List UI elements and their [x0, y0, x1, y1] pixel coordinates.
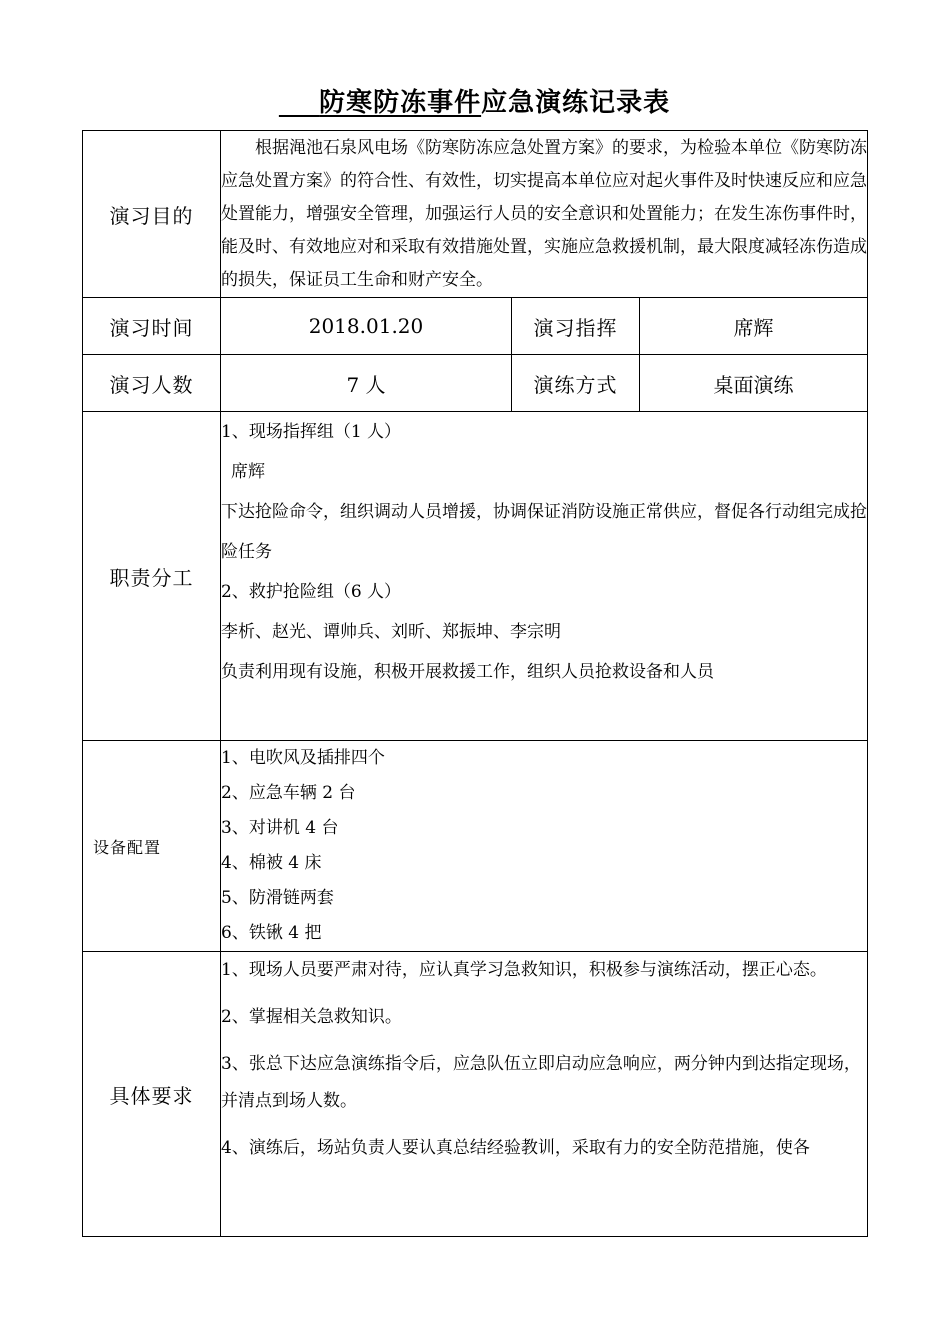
duty-line: 下达抢险命令，组织调动人员增援，协调保证消防设施正常供应，督促各行动组完成抢险任务	[221, 502, 867, 562]
equipment-item: 3、对讲机 4 台	[221, 818, 339, 838]
requirements-label: 具体要求	[83, 952, 221, 1237]
row-people	[83, 355, 868, 412]
requirement-item: 4、演练后，场站负责人要认真总结经验教训，采取有力的安全防范措施，使各	[221, 1138, 810, 1158]
row-duty	[83, 412, 868, 741]
title-rest: 应急演练记录表	[481, 88, 671, 118]
requirement-item: 1、现场人员要严肃对待，应认真学习急救知识，积极参与演练活动，摆正心态。	[221, 960, 827, 980]
duty-line: 2、救护抢险组（6 人）	[221, 582, 402, 602]
equipment-item: 5、防滑链两套	[221, 888, 334, 908]
commander-label: 演习指挥	[512, 298, 640, 355]
duty-cell	[221, 412, 868, 741]
duty-label: 职责分工	[83, 412, 221, 741]
equipment-item: 4、棉被 4 床	[221, 853, 322, 873]
method-value: 桌面演练	[640, 355, 868, 412]
equipment-label: 设备配置	[83, 741, 221, 952]
equipment-item: 1、电吹风及插排四个	[221, 748, 385, 768]
time-value: 2018.01.20	[221, 298, 512, 355]
people-value: 7 人	[221, 355, 512, 412]
requirement-item: 3、张总下达应急演练指令后，应急队伍立即启动应急响应，两分钟内到达指定现场，并清点到场人数。	[221, 1054, 861, 1111]
purpose-text: 根据渑池石泉风电场《防寒防冻应急处置方案》的要求，为检验本单位《防寒防冻应急处置方案》的符合性、有效性，切实提高本单位应对起火事件及时快速反应和应急处置能力，增强安全管理，加强运行人员的安全意识和处置能力；在发生冻伤事件时，能及时、有效地应对和采取有效措施处置，实施应急救援机制，最大限度减轻冻伤造成的损失，保证员工生命和财产安全。	[221, 137, 868, 290]
title-underlined-part: 防寒防冻事件	[319, 88, 482, 118]
row-equipment	[83, 741, 868, 952]
row-time	[83, 298, 868, 355]
duty-line: 负责利用现有设施，积极开展救援工作，组织人员抢救设备和人员	[221, 662, 714, 682]
equipment-cell	[221, 741, 868, 952]
requirement-item: 2、掌握相关急救知识。	[221, 1007, 402, 1027]
drill-record-table	[82, 130, 868, 1237]
duty-line: 席辉	[231, 462, 265, 482]
duty-line: 李析、赵光、谭帅兵、刘昕、郑振坤、李宗明	[221, 622, 561, 642]
equipment-item: 2、应急车辆 2 台	[221, 783, 356, 803]
purpose-cell	[221, 131, 868, 298]
page-title	[82, 86, 867, 120]
time-label: 演习时间	[83, 298, 221, 355]
purpose-label: 演习目的	[83, 131, 221, 298]
title-underline-pad	[279, 88, 319, 118]
duty-line: 1、现场指挥组（1 人）	[221, 422, 402, 442]
row-requirements	[83, 952, 868, 1237]
people-label: 演习人数	[83, 355, 221, 412]
method-label: 演练方式	[512, 355, 640, 412]
commander-value: 席辉	[640, 298, 868, 355]
row-purpose	[83, 131, 868, 298]
equipment-item: 6、铁锹 4 把	[221, 923, 322, 943]
requirements-cell	[221, 952, 868, 1237]
